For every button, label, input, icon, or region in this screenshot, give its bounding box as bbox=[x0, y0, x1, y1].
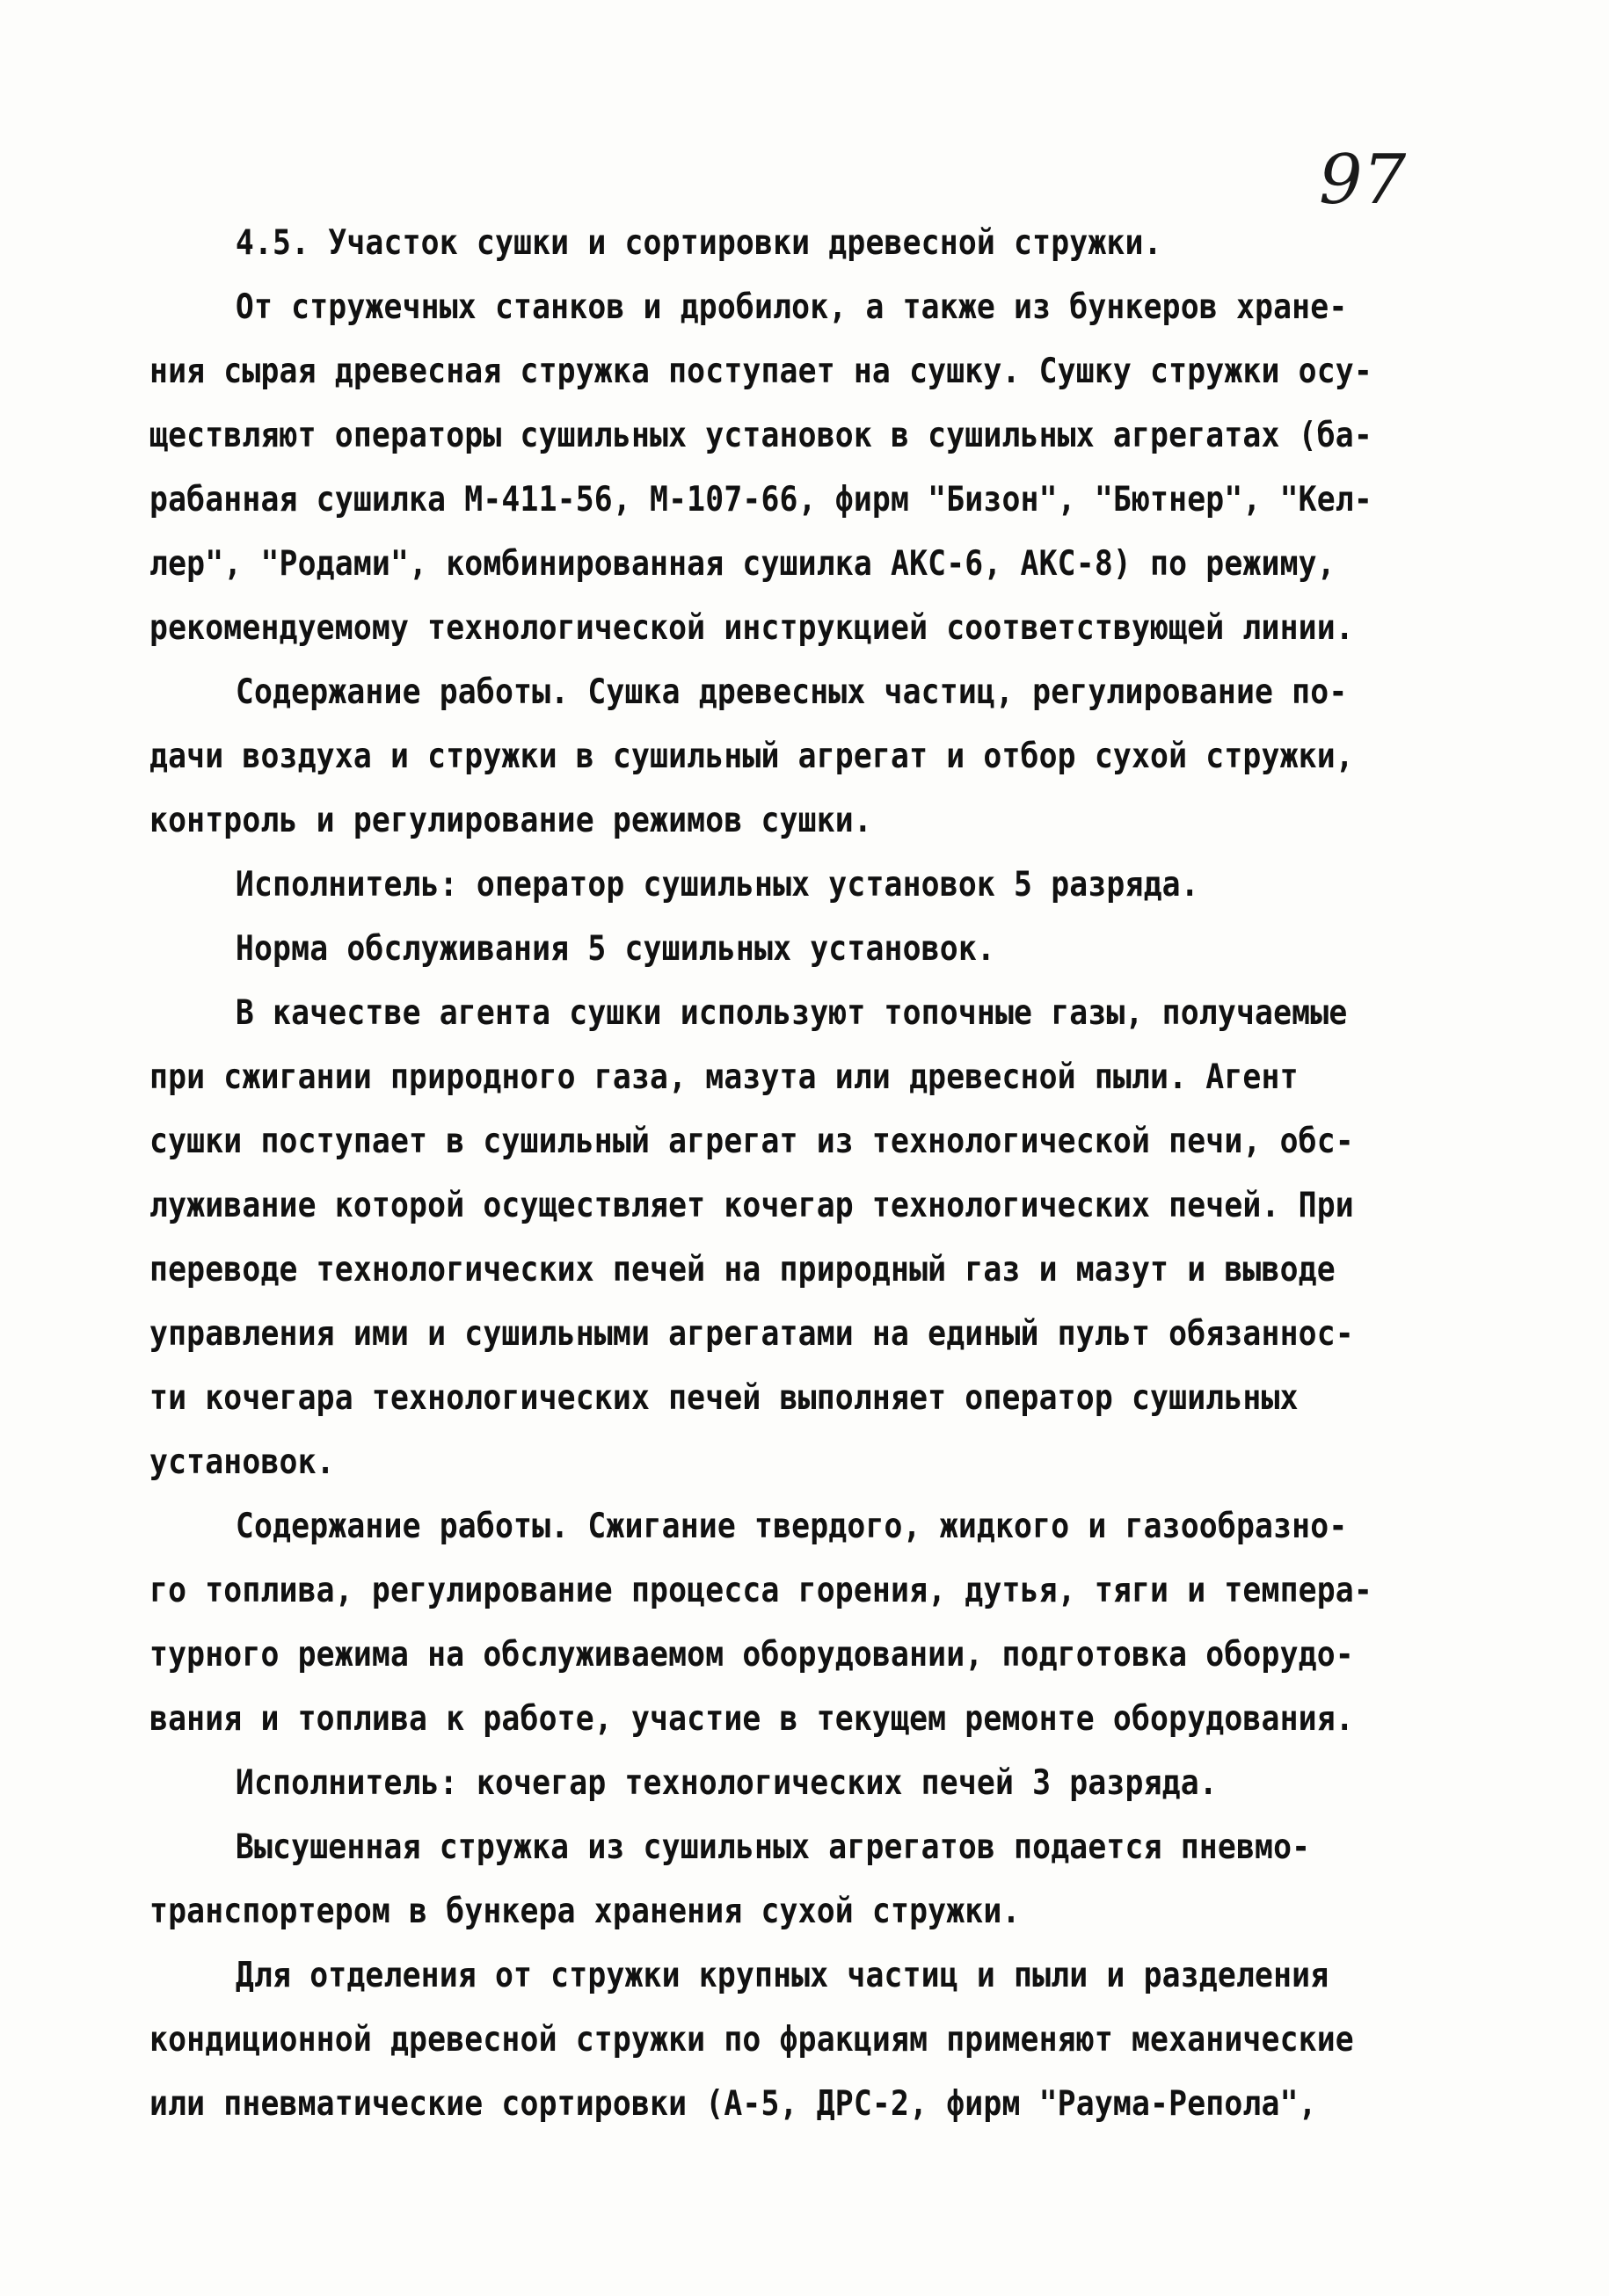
text-line: го топлива, регулирование процесса горения, дутья, тяги и темпера- bbox=[149, 1571, 1372, 1610]
text-line: вания и топлива к работе, участие в текущем ремонте оборудования. bbox=[149, 1699, 1354, 1739]
page-number: 97 bbox=[1319, 141, 1407, 220]
text-line: луживание которой осуществляет кочегар технологических печей. При bbox=[149, 1186, 1354, 1225]
text-line: ществляют операторы сушильных установок в сушильных агрегатах (ба- bbox=[149, 416, 1372, 455]
text-line: установок. bbox=[149, 1442, 335, 1482]
text-line: сушки поступает в сушильный агрегат из технологической печи, обс- bbox=[149, 1122, 1354, 1161]
text-line: Для отделения от стружки крупных частиц и пыли и разделения bbox=[235, 1956, 1329, 1995]
document-body bbox=[149, 211, 1433, 2136]
text-line: переводе технологических печей на природный газ и мазут и выводе bbox=[149, 1250, 1336, 1290]
text-line: контроль и регулирование режимов сушки. bbox=[149, 801, 872, 840]
text-line: Исполнитель: оператор сушильных установок 5 разряда. bbox=[235, 865, 1199, 905]
text-line: рекомендуемому технологической инструкцией соответствующей линии. bbox=[149, 608, 1354, 648]
text-line: управления ими и сушильными агрегатами на единый пульт обязаннос- bbox=[149, 1314, 1354, 1354]
text-line: или пневматические сортировки (А-5, ДРС-2, фирм "Раума-Репола", bbox=[149, 2084, 1317, 2124]
text-line: От стружечных станков и дробилок, а также из бункеров хране- bbox=[235, 287, 1348, 327]
text-line: Норма обслуживания 5 сушильных установок. bbox=[235, 929, 995, 969]
text-line: турного режима на обслуживаемом оборудовании, подготовка оборудо- bbox=[149, 1635, 1354, 1675]
text-line: лер", "Родами", комбинированная сушилка АКС-6, АКС-8) по режиму, bbox=[149, 544, 1336, 584]
text-line: Содержание работы. Сжигание твердого, жидкого и газообразно- bbox=[235, 1507, 1348, 1546]
section-heading: 4.5. Участок сушки и сортировки древесной стружки. bbox=[235, 223, 1162, 263]
text-line: Содержание работы. Сушка древесных частиц, регулирование по- bbox=[235, 672, 1348, 712]
text-line: ти кочегара технологических печей выполняет оператор сушильных bbox=[149, 1378, 1299, 1418]
text-line: Высушенная стружка из сушильных агрегатов подается пневмо- bbox=[235, 1827, 1311, 1867]
text-line: при сжигании природного газа, мазута или древесной пыли. Агент bbox=[149, 1057, 1299, 1097]
text-line: ния сырая древесная стружка поступает на сушку. Сушку стружки осу- bbox=[149, 352, 1372, 391]
text-lines bbox=[149, 275, 1433, 2136]
text-line: Исполнитель: кочегар технологических печей 3 разряда. bbox=[235, 1763, 1218, 1803]
text-line: рабанная сушилка М-411-56, М-107-66, фирм "Бизон", "Бютнер", "Кел- bbox=[149, 480, 1372, 520]
text-line: транспортером в бункера хранения сухой стружки. bbox=[149, 1892, 1021, 1931]
text-line: дачи воздуха и стружки в сушильный агрегат и отбор сухой стружки, bbox=[149, 737, 1354, 776]
text-line: В качестве агента сушки используют топочные газы, получаемые bbox=[235, 993, 1348, 1033]
text-line: кондиционной древесной стружки по фракциям применяют механические bbox=[149, 2020, 1354, 2060]
